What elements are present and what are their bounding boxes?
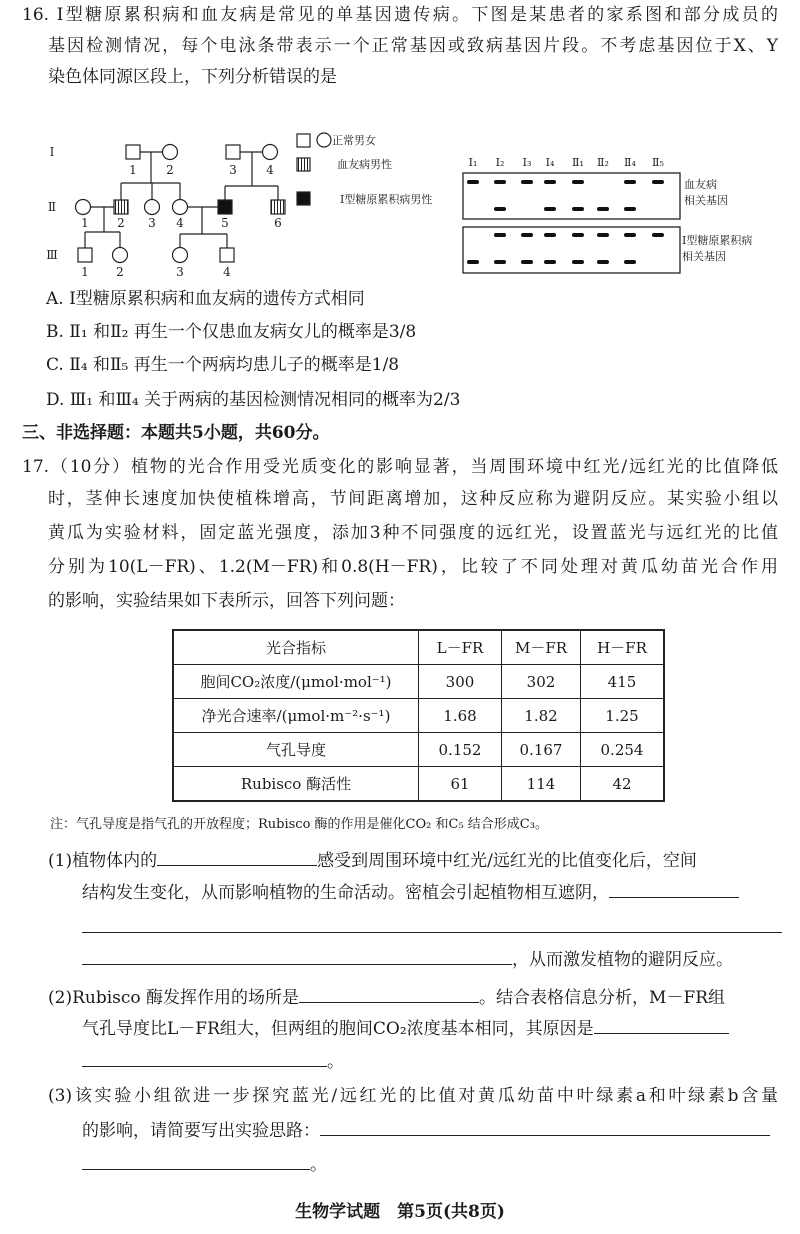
gel-band [521, 180, 533, 184]
q17-part2-line [48, 984, 725, 1009]
gel-band [467, 180, 479, 184]
gel-band [572, 207, 584, 211]
member-number: 4 [176, 216, 184, 230]
gel-band [572, 260, 584, 264]
gel-band [624, 260, 636, 264]
member-number: 1 [81, 265, 89, 279]
column-header: M－FR [502, 630, 581, 665]
table-note: 注：气孔导度是指气孔的开放程度；Rubisco 酶的作用是催化CO₂ 和C₅ 结合形成C₃。 [50, 817, 548, 832]
legend-label: 正常男女 [332, 134, 376, 147]
gsd-male-symbol [218, 200, 232, 214]
text: 。 [310, 1155, 327, 1175]
normal-female-symbol [173, 200, 188, 215]
member-number: 3 [176, 265, 184, 279]
member-number: 2 [166, 163, 174, 177]
generation-label: Ⅱ [47, 200, 57, 214]
q17-part1-line [48, 847, 697, 872]
normal-male-symbol [226, 145, 240, 159]
table-cell: 0.152 [419, 733, 502, 767]
answer-blank[interactable] [299, 984, 479, 1003]
table-row [173, 665, 664, 699]
gel-panel-label: 相关基因 [682, 250, 726, 263]
member-number: 2 [117, 216, 125, 230]
table-header-row [173, 630, 664, 665]
section-heading: 三、非选择题：本题共5小题，共60分。 [22, 423, 330, 443]
gel-band [624, 233, 636, 237]
text: 气孔导度比L－FR组大，但两组的胞间CO₂浓度基本相同，其原因是 [82, 1019, 594, 1039]
gel-lane-label: Ⅱ₁ [572, 156, 584, 169]
gel-panel-label: Ⅰ型糖原累积病 [682, 234, 753, 247]
text: 结构发生变化，从而影响植物的生命活动。密植会引起植物相互遮阴， [82, 883, 609, 903]
normal-female-symbol [113, 248, 128, 263]
gel-lane-label: Ⅰ₄ [545, 156, 555, 169]
gel-band [544, 233, 556, 237]
table-cell: Rubisco 酶活性 [173, 767, 419, 802]
table-cell: 0.167 [502, 733, 581, 767]
answer-blank[interactable] [82, 946, 512, 965]
gel-lane-label: Ⅱ₅ [652, 156, 664, 169]
results-table [172, 629, 665, 802]
option-b: B. Ⅱ₁ 和Ⅱ₂ 再生一个仅患血友病女儿的概率是3/8 [46, 322, 417, 342]
gel-band [494, 233, 506, 237]
answer-blank[interactable] [82, 1151, 310, 1170]
q17-part3-line [82, 1151, 327, 1176]
gel-band [652, 233, 664, 237]
legend-label: 血友病男性 [337, 158, 392, 171]
normal-male-symbol [220, 248, 234, 262]
table-cell: 气孔导度 [173, 733, 419, 767]
gel-band [572, 180, 584, 184]
gel-band [652, 180, 664, 184]
q17-part1-line [82, 879, 739, 904]
table-cell: 1.68 [419, 699, 502, 733]
answer-blank[interactable] [594, 1015, 729, 1034]
q17-part2-line [82, 1015, 729, 1040]
text: 的影响，请简要写出实验思路： [82, 1121, 320, 1141]
table-cell: 302 [502, 665, 581, 699]
text: 。结合表格信息分析，M－FR组 [479, 988, 726, 1008]
option-d: D. Ⅲ₁ 和Ⅲ₄ 关于两病的基因检测情况相同的概率为2/3 [46, 390, 461, 410]
legend-hemophilia-icon [297, 158, 310, 171]
page-footer: 生物学试题 第5页(共8页) [295, 1202, 505, 1222]
text: (1)植物体内的 [48, 851, 158, 871]
normal-male-symbol [78, 248, 92, 262]
member-number: 6 [274, 216, 282, 230]
table-row [173, 699, 664, 733]
answer-blank[interactable] [157, 847, 317, 866]
q17-stem-line: 分别为10(L－FR)、1.2(M－FR)和0.8(H－FR)，比较了不同处理对黄瓜幼苗光合作用 [48, 557, 778, 577]
column-header: L－FR [419, 630, 502, 665]
gel-band [494, 180, 506, 184]
table-cell: 61 [419, 767, 502, 802]
gel-band [597, 207, 609, 211]
normal-male-symbol [126, 145, 140, 159]
table-cell: 0.254 [581, 733, 665, 767]
table-cell: 415 [581, 665, 665, 699]
table-cell: 1.82 [502, 699, 581, 733]
gel-band [521, 233, 533, 237]
gel-lane-label: Ⅰ₃ [522, 156, 532, 169]
gel-band [597, 260, 609, 264]
pedigree-chart [0, 120, 450, 290]
generation-label: Ⅲ [46, 248, 58, 262]
answer-blank[interactable] [82, 932, 782, 933]
answer-blank[interactable] [320, 1117, 770, 1136]
gel-band [624, 180, 636, 184]
gel-lane-label: Ⅱ₂ [597, 156, 609, 169]
q16-stem-line: 16. Ⅰ型糖原累积病和血友病是常见的单基因遗传病。下图是某患者的家系图和部分成员的 [22, 5, 778, 25]
option-c: C. Ⅱ₄ 和Ⅱ₅ 再生一个两病均患儿子的概率是1/8 [46, 355, 400, 375]
text: (2)Rubisco 酶发挥作用的场所是 [48, 988, 300, 1008]
table-cell: 胞间CO₂浓度/(μmol·mol⁻¹) [173, 665, 419, 699]
q17-part3-line [82, 1117, 770, 1142]
q16-stem-line: 染色体同源区段上，下列分析错误的是 [48, 67, 337, 87]
gel-band [544, 180, 556, 184]
q17-stem-line: 17.（10分）植物的光合作用受光质变化的影响显著，当周围环境中红光/远红光的比值降低 [22, 457, 778, 477]
gel-lane-label: Ⅰ₁ [468, 156, 478, 169]
gel-band [597, 233, 609, 237]
hemophilia-male-symbol [114, 200, 128, 214]
q17-stem-line: 的影响，实验结果如下表所示，回答下列问题： [48, 591, 405, 611]
gel-band [494, 260, 506, 264]
gel-band [544, 260, 556, 264]
member-number: 1 [81, 216, 89, 230]
gel-band [544, 207, 556, 211]
q17-part2-line [82, 1048, 344, 1073]
answer-blank[interactable] [82, 1048, 327, 1067]
legend-normal-female-icon [317, 133, 331, 147]
hemophilia-male-symbol [271, 200, 285, 214]
q17-part1-line [82, 946, 733, 971]
text: ，从而激发植物的避阴反应。 [512, 950, 733, 970]
gel-band [467, 260, 479, 264]
table-cell: 114 [502, 767, 581, 802]
table-row [173, 767, 664, 802]
gel-lane-label: Ⅰ₂ [495, 156, 505, 169]
gel-panel-label: 血友病 [684, 178, 717, 191]
normal-female-symbol [173, 248, 188, 263]
gel-band [521, 260, 533, 264]
normal-female-symbol [263, 145, 278, 160]
normal-female-symbol [76, 200, 91, 215]
member-number: 3 [148, 216, 156, 230]
member-number: 5 [221, 216, 229, 230]
column-header: 光合指标 [173, 630, 419, 665]
normal-female-symbol [163, 145, 178, 160]
generation-label: Ⅰ [49, 145, 55, 159]
column-header: H－FR [581, 630, 665, 665]
gel-band [572, 233, 584, 237]
q17-part3-line: (3)该实验小组欲进一步探究蓝光/远红光的比值对黄瓜幼苗中叶绿素a和叶绿素b含量 [48, 1086, 778, 1106]
electrophoresis-gel [450, 145, 795, 280]
option-a: A. Ⅰ型糖原累积病和血友病的遗传方式相同 [46, 289, 365, 309]
member-number: 4 [266, 163, 274, 177]
gel-band [494, 207, 506, 211]
member-number: 3 [229, 163, 237, 177]
answer-blank[interactable] [609, 879, 739, 898]
table-cell: 净光合速率/(μmol·m⁻²·s⁻¹) [173, 699, 419, 733]
legend-label: Ⅰ型糖原累积病男性 [340, 193, 433, 206]
q16-stem-line: 基因检测情况，每个电泳条带表示一个正常基因或致病基因片段。不考虑基因位于X、Y [48, 36, 778, 56]
table-row [173, 733, 664, 767]
legend-normal-male-icon [297, 134, 310, 147]
text: 感受到周围环境中红光/远红光的比值变化后，空间 [317, 851, 697, 871]
table-cell: 300 [419, 665, 502, 699]
member-number: 1 [129, 163, 137, 177]
member-number: 4 [223, 265, 231, 279]
text: 。 [327, 1052, 344, 1072]
q17-stem-line: 黄瓜为实验材料，固定蓝光强度，添加3种不同强度的远红光，设置蓝光与远红光的比值 [48, 523, 778, 543]
q17-stem-line: 时，茎伸长速度加快使植株增高，节间距离增加，这种反应称为避阴反应。某实验小组以 [48, 489, 778, 509]
normal-female-symbol [145, 200, 160, 215]
gel-panel-label: 相关基因 [684, 194, 728, 207]
member-number: 2 [116, 265, 124, 279]
table-cell: 1.25 [581, 699, 665, 733]
gel-lane-label: Ⅱ₄ [624, 156, 636, 169]
table-cell: 42 [581, 767, 665, 802]
gel-band [624, 207, 636, 211]
legend-gsd-icon [297, 192, 310, 205]
